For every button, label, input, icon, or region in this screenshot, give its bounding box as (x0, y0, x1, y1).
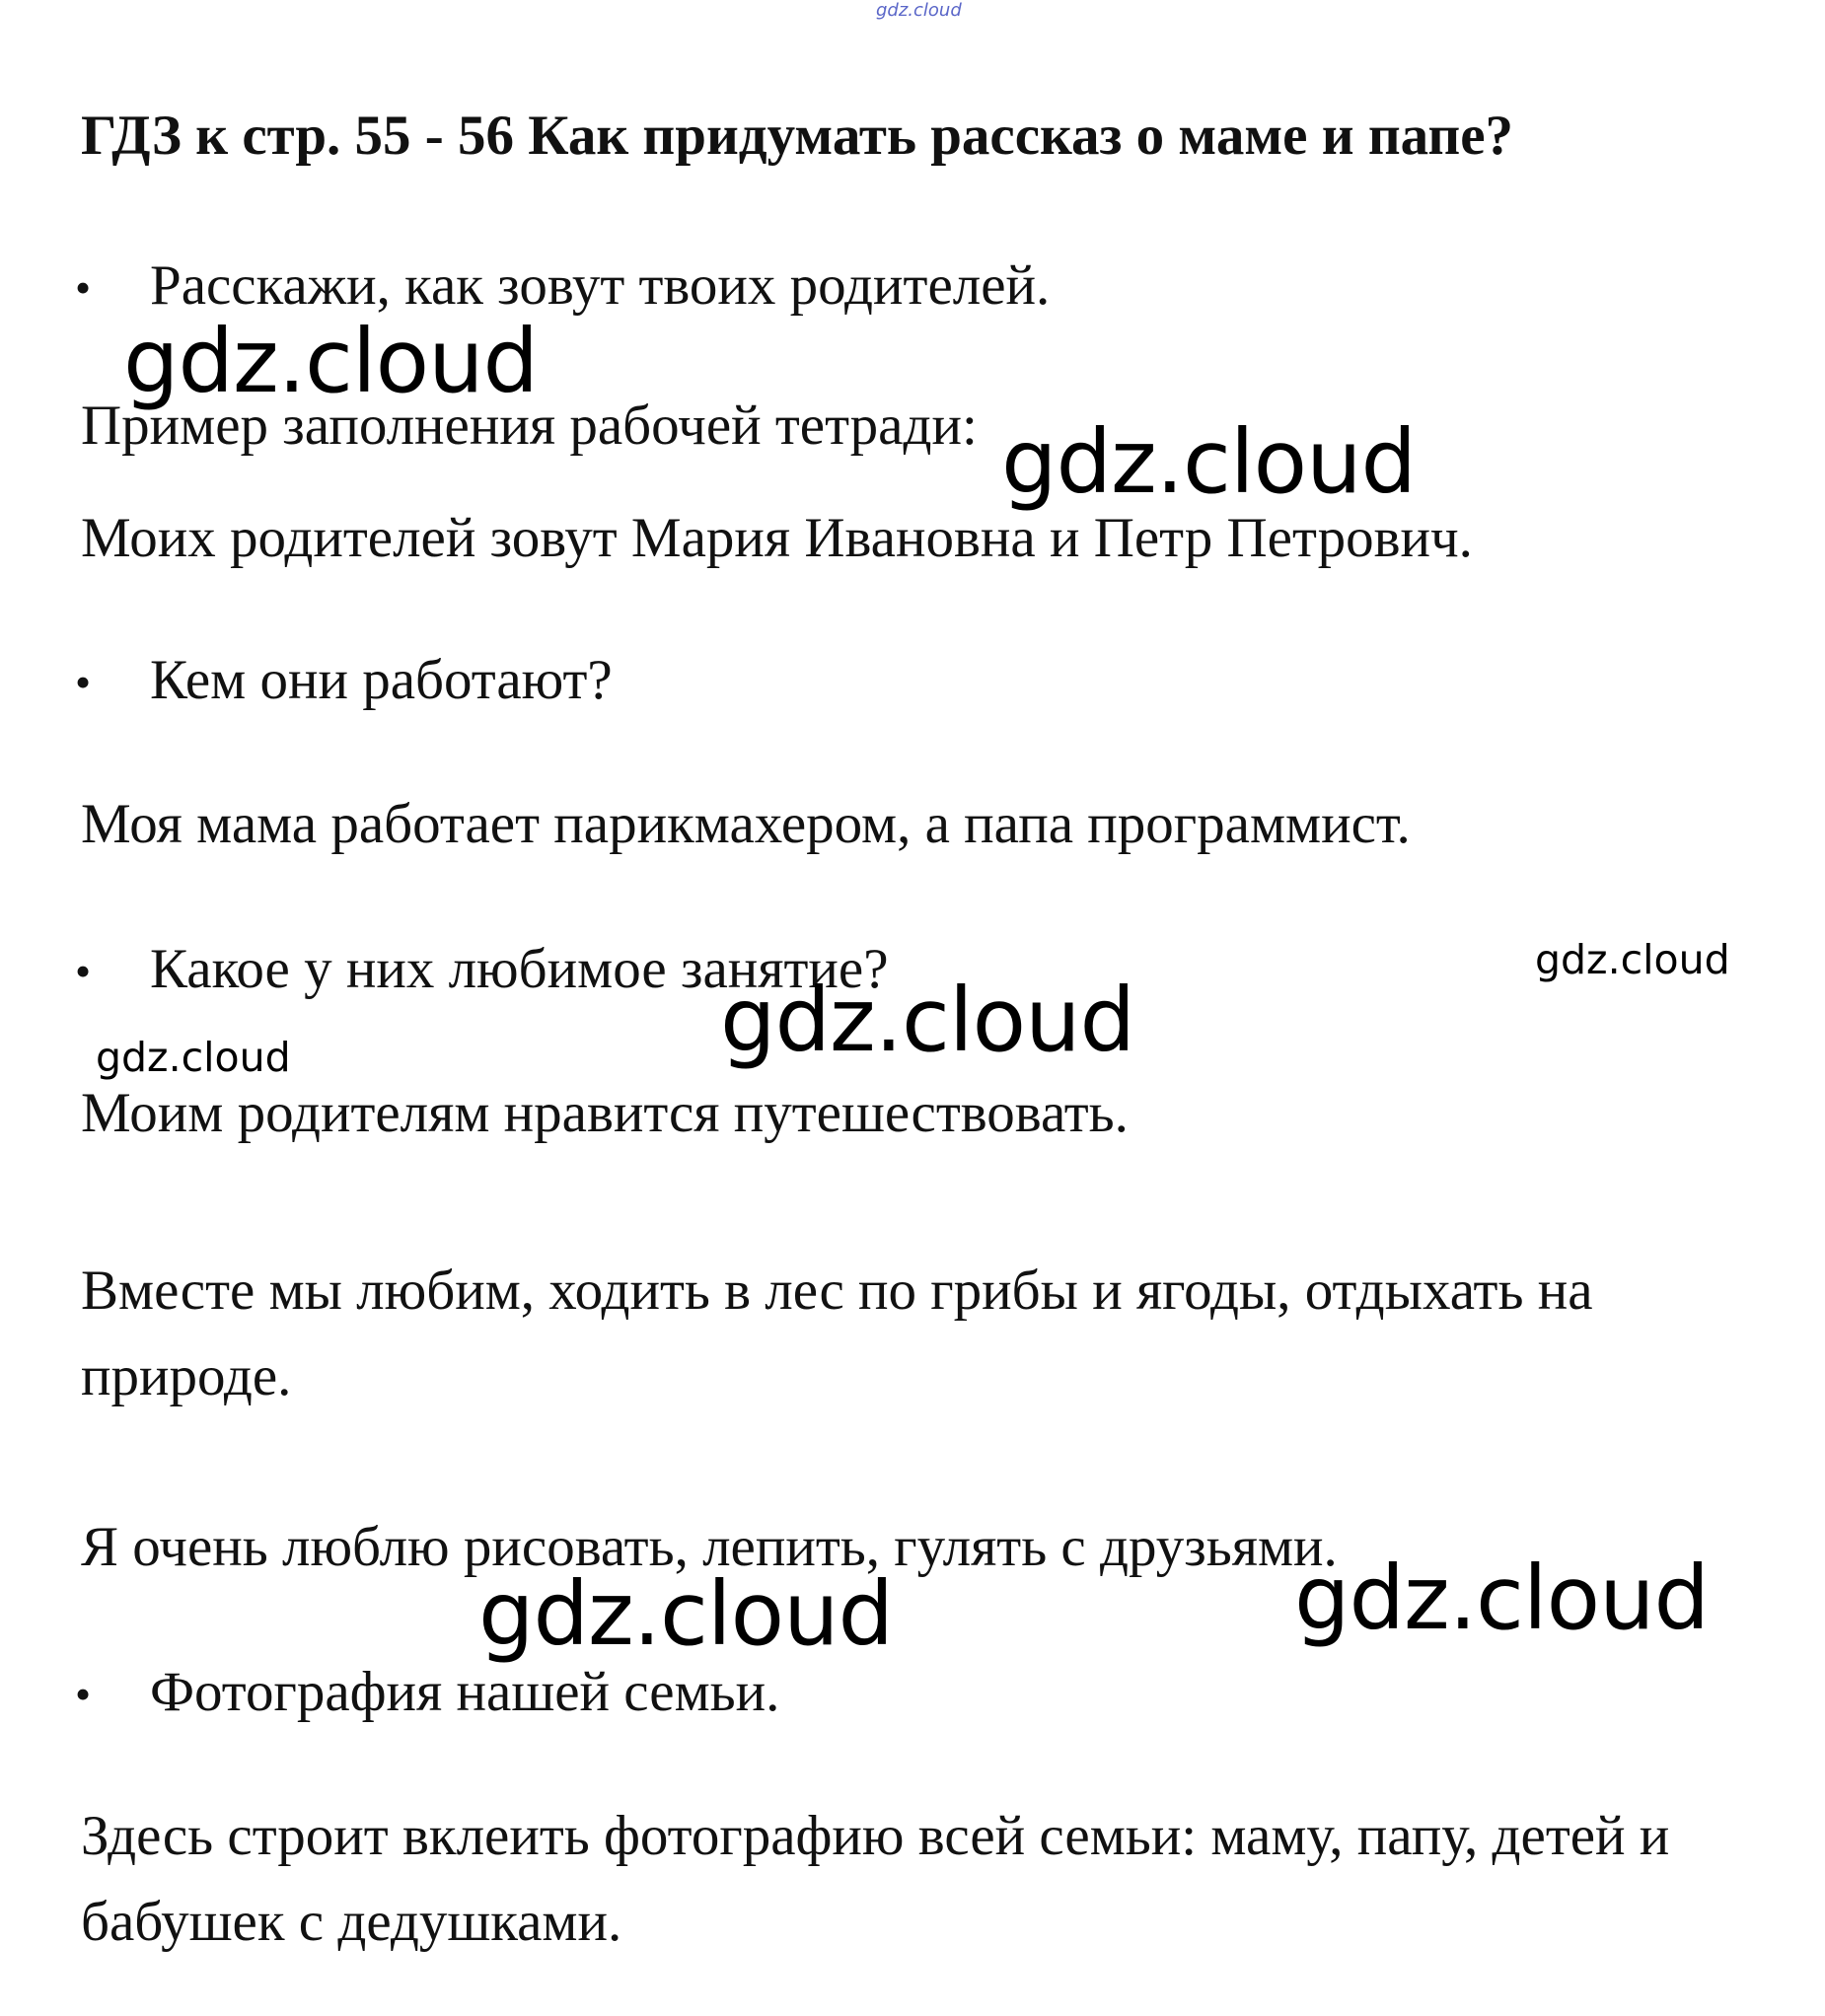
watermark-logo: gdz.cloud (1535, 936, 1730, 983)
header-watermark: gdz.cloud (876, 0, 962, 21)
bullet-icon: • (75, 657, 92, 707)
question-text: Кем они работают? (150, 649, 613, 711)
watermark-logo: gdz.cloud (720, 969, 1135, 1071)
page-title: ГДЗ к стр. 55 - 56 Как придумать рассказ о маме и папе? (81, 105, 1514, 167)
watermark-logo: gdz.cloud (123, 310, 539, 412)
bullet-icon: • (75, 1669, 92, 1719)
watermark-logo: gdz.cloud (1001, 410, 1417, 513)
question-text: Расскажи, как зовут твоих родителей. (150, 254, 1051, 317)
watermark-logo: gdz.cloud (478, 1562, 894, 1665)
watermark-logo: gdz.cloud (1294, 1547, 1710, 1649)
answer-paragraph: Моим родителям нравится путешествовать. (81, 1082, 1129, 1144)
watermark-logo: gdz.cloud (96, 1034, 291, 1081)
answer-paragraph: Моих родителей зовут Мария Ивановна и Петр Петрович. (81, 507, 1473, 569)
answer-paragraph: Моя мама работает парикмахером, а папа программист. (81, 793, 1411, 855)
answer-paragraph: Я очень люблю рисовать, лепить, гулять с друзьями. (81, 1516, 1338, 1578)
answer-paragraph: Пример заполнения рабочей тетради: (81, 395, 978, 457)
answer-paragraph: Здесь строит вклеить фотографию всей семьи: маму, папу, детей и бабушек с дедушками. (81, 1805, 1670, 1953)
bullet-icon: • (75, 946, 92, 996)
question-text: Какое у них любимое занятие? (150, 938, 889, 1000)
bullet-icon: • (75, 262, 92, 313)
question-text: Фотография нашей семьи. (150, 1661, 780, 1723)
answer-paragraph: Вместе мы любим, ходить в лес по грибы и ягоды, отдыхать на природе. (81, 1260, 1593, 1407)
